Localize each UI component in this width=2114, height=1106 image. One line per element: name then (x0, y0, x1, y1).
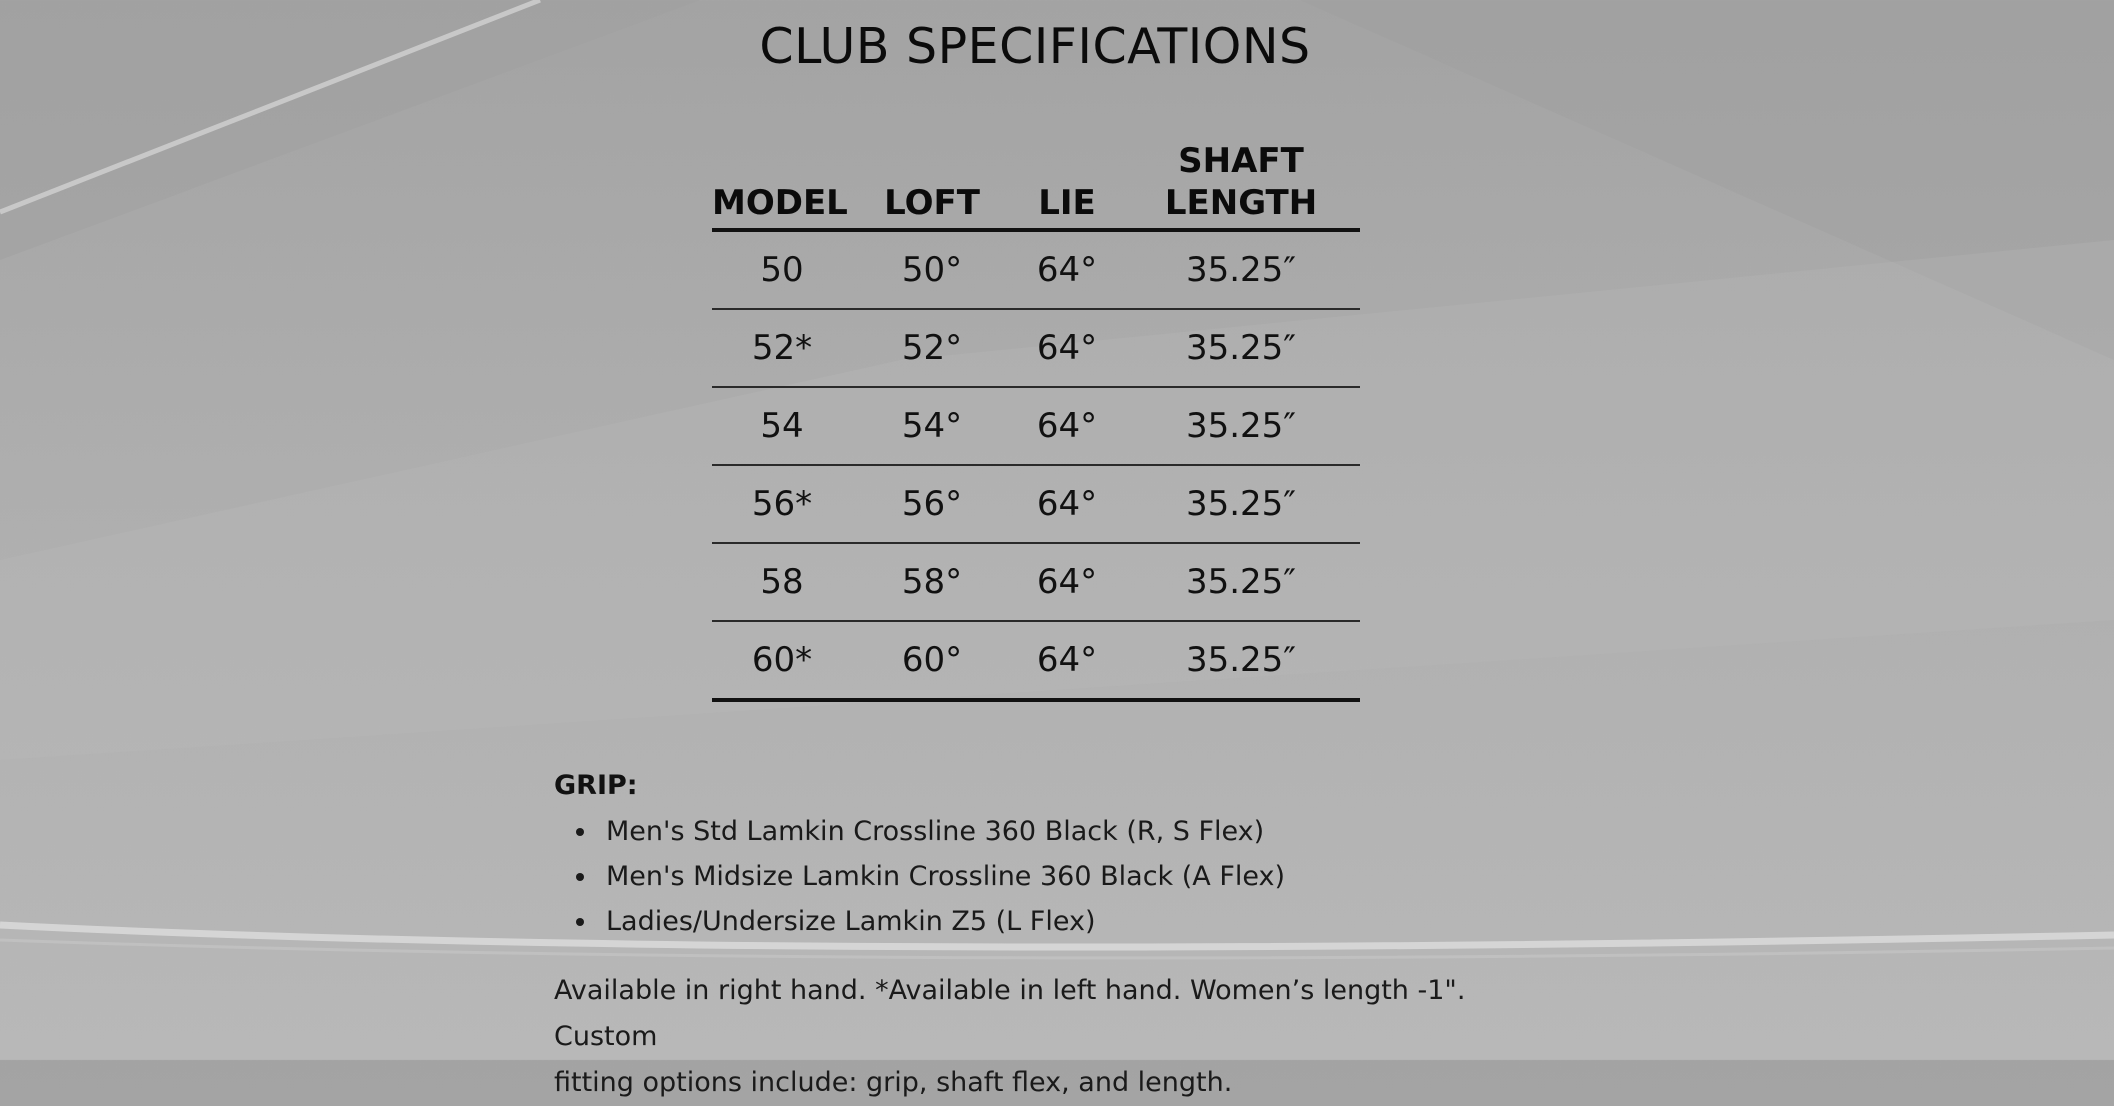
grip-section (554, 770, 1654, 944)
cell-loft: 54° (852, 387, 1012, 465)
cell-lie: 64° (1012, 230, 1122, 309)
cell-shaft-length: 35.25″ (1122, 621, 1360, 700)
grip-label: GRIP: (554, 770, 638, 801)
bullet-icon (576, 873, 584, 881)
table-row (712, 543, 1360, 621)
grip-item-text: Men's Midsize Lamkin Crossline 360 Black (A Flex) (606, 861, 1286, 892)
header-shaft-line1: SHAFT (1178, 141, 1304, 181)
availability-note-line2: fitting options include: grip, shaft flex, and length. (554, 1067, 1233, 1098)
cell-loft: 52° (852, 309, 1012, 387)
availability-note (554, 968, 1574, 1106)
cell-loft: 50° (852, 230, 1012, 309)
cell-lie: 64° (1012, 387, 1122, 465)
table-row (712, 387, 1360, 465)
table-row (712, 230, 1360, 309)
cell-lie: 64° (1012, 543, 1122, 621)
header-loft: LOFT (852, 140, 1012, 230)
cell-loft: 58° (852, 543, 1012, 621)
bullet-icon (576, 828, 584, 836)
cell-model: 56* (712, 465, 852, 543)
cell-model: 58 (712, 543, 852, 621)
table-row (712, 309, 1360, 387)
cell-lie: 64° (1012, 465, 1122, 543)
cell-lie: 64° (1012, 309, 1122, 387)
cell-shaft-length: 35.25″ (1122, 387, 1360, 465)
cell-model: 60* (712, 621, 852, 700)
cell-lie: 64° (1012, 621, 1122, 700)
cell-shaft-length: 35.25″ (1122, 230, 1360, 309)
cell-shaft-length: 35.25″ (1122, 465, 1360, 543)
header-lie: LIE (1012, 140, 1122, 230)
cell-shaft-length: 35.25″ (1122, 543, 1360, 621)
cell-model: 54 (712, 387, 852, 465)
list-item (554, 854, 1654, 899)
table-row (712, 621, 1360, 700)
table-row (712, 465, 1360, 543)
grip-item-text: Ladies/Undersize Lamkin Z5 (L Flex) (606, 906, 1096, 937)
grip-list (554, 809, 1654, 944)
table-header-row (712, 140, 1360, 230)
specifications-table (712, 140, 1360, 702)
header-model: MODEL (712, 140, 852, 230)
cell-shaft-length: 35.25″ (1122, 309, 1360, 387)
cell-loft: 60° (852, 621, 1012, 700)
cell-loft: 56° (852, 465, 1012, 543)
list-item (554, 809, 1654, 854)
availability-note-line1: Available in right hand. *Available in left hand. Women’s length -1". Custom (554, 975, 1466, 1052)
list-item (554, 899, 1654, 944)
header-shaft-length (1122, 140, 1360, 230)
cell-model: 52* (712, 309, 852, 387)
bullet-icon (576, 918, 584, 926)
page-title: CLUB SPECIFICATIONS (759, 18, 1311, 75)
header-shaft-line2: LENGTH (1164, 183, 1318, 223)
cell-model: 50 (712, 230, 852, 309)
grip-item-text: Men's Std Lamkin Crossline 360 Black (R, S Flex) (606, 816, 1265, 847)
